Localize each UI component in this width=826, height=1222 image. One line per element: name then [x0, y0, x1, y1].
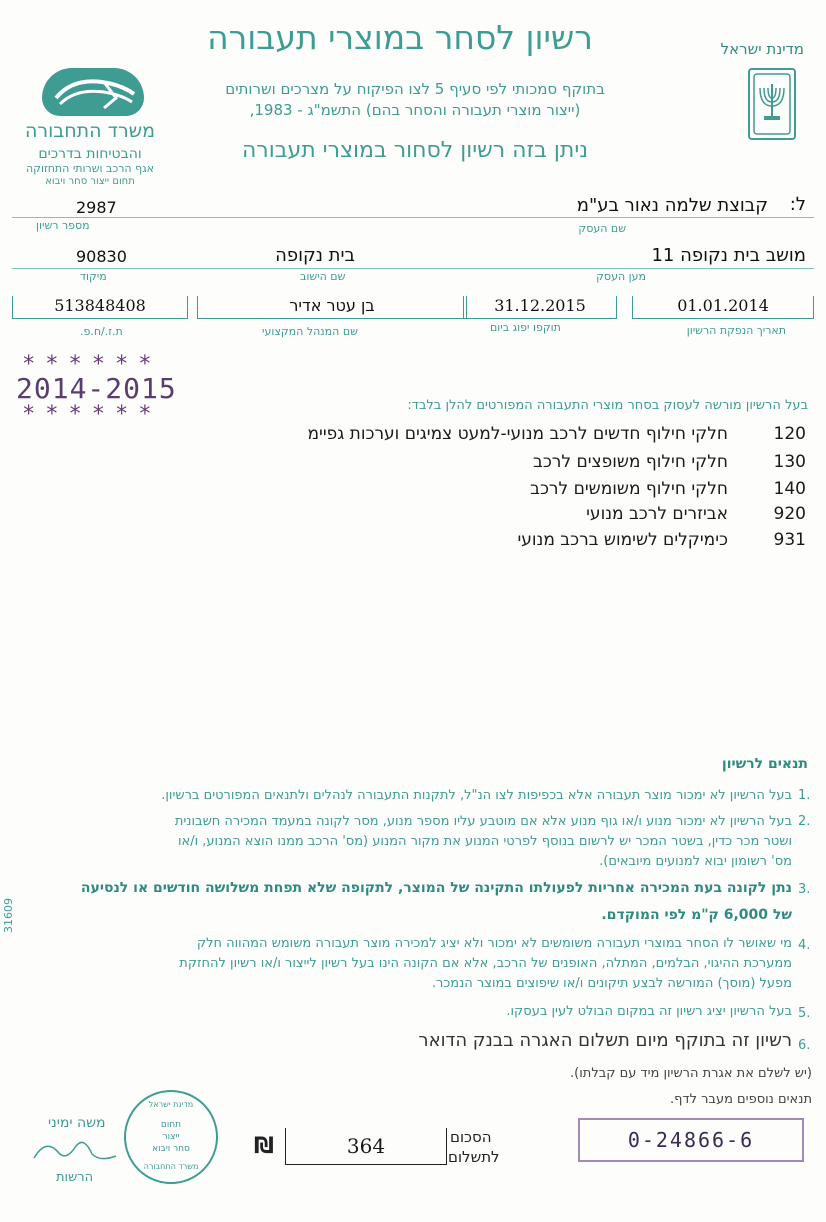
issue-date-label: תאריך הנפקת הרשיון [686, 324, 786, 337]
product-name: חלקי חילוף משופצים לרכב [532, 452, 728, 472]
condition-2-line-1: בעל הרשיון לא ימכור מנוע ו/או גוף מנוע אלא אם מוטבע עליו מספר מנוע, מסר לקונה במעמד המכירה חשבונית [174, 814, 792, 829]
product-item [246, 504, 806, 528]
product-name: חלקי חילוף משומשים לרכב [530, 479, 728, 499]
condition-1-number: 1. [798, 788, 811, 803]
amount-label-2: לתשלום [448, 1148, 500, 1166]
stamp-text-4: סחר ויבוא [152, 1144, 190, 1154]
condition-6: רשיון זה בתוקף מיום תשלום האגרה בבנק הדואר [418, 1030, 792, 1051]
condition-4-line-1: מי שאושר לו הסחר במוצרי תעבורה משומשים לא ימכור ולא יציג למכירה מוצר תעבורה משומש המהווה חלק [196, 936, 792, 951]
state-label: מדינת ישראל [720, 40, 804, 58]
stamp-text-2: תחום [160, 1120, 182, 1130]
stamp-text-bottom: משרד התחבורה [143, 1162, 199, 1171]
signature-icon [30, 1132, 120, 1172]
ministry-line-4: תחום ייצור סחר ויבוא [45, 176, 135, 187]
product-name: אביזרים לרכב מנועי [586, 504, 728, 524]
amount-value: 364 [346, 1134, 386, 1158]
ministry-line-2: והבטיחות בדרכים [38, 146, 142, 162]
stars-top: ****** [22, 352, 162, 377]
to-prefix: ל: [789, 194, 806, 215]
condition-6-number: 6. [798, 1038, 811, 1053]
condition-6-note: (יש לשלם את אגרת הרשיון מיד עם קבלתו). [570, 1066, 812, 1081]
manager-name: בן עטר אדיר [197, 296, 467, 319]
business-name: קבוצת שלמה נאור בע"מ [576, 195, 768, 216]
product-item [246, 479, 806, 503]
id-label: ת.ז./ח.פ. [80, 325, 123, 338]
license-number: 2987 [76, 198, 117, 217]
state-emblem-icon [748, 68, 796, 140]
ministry-name: משרד התחבורה [24, 120, 156, 142]
validity-years: 2014-2015 [16, 372, 177, 405]
page-title: רשיון לסחר במוצרי תעבורה [207, 18, 593, 57]
condition-5: בעל הרשיון יציג רשיון זה במקום הבולט לעין בעסקו. [506, 1004, 792, 1019]
conditions-title: תנאים לרשיון [721, 756, 808, 772]
valid-until-date: 31.12.2015 [463, 296, 617, 319]
condition-3-number: 3. [798, 882, 811, 897]
shekel-sign: ₪ [254, 1134, 274, 1159]
address-label: מען העסק [596, 270, 646, 283]
ministry-logo-icon [42, 68, 144, 116]
product-item [246, 424, 806, 448]
amount-label-1: הסכום [450, 1128, 492, 1146]
products-intro: בעל הרשיון מורשה לעסוק בסחר מוצרי התעבורה המפורטים להלן בלבד: [407, 398, 808, 413]
product-code: 920 [773, 504, 806, 524]
product-item [246, 452, 806, 476]
license-number-label: מספר רשיון [36, 219, 90, 232]
stamp-text-3: ייצור [162, 1132, 180, 1142]
condition-2-number: 2. [798, 814, 811, 829]
product-code: 130 [773, 452, 806, 472]
form-number: 31609 [2, 898, 15, 933]
condition-4-line-2: ממערכת ההיגוי, הבלמים, המתלה, האופנים של הרכב, אלא אם הקונה הינו בעל רשיון לייצור ו/או רשיון להחזקת [179, 956, 792, 971]
ministry-line-3: אגף הרכב ושרותי התחזוקה [25, 162, 155, 175]
valid-until-label: תוקפו יפוג ביום [490, 321, 561, 334]
id-number: 513848408 [12, 296, 188, 319]
reference-number: 0-24866-6 [578, 1118, 804, 1162]
condition-4-line-3: מפעל (מוסך) המורשה לבצע תיקונים ו/או שיפוצים במוצר הנמכר. [431, 976, 792, 991]
zip-label: מיקוד [80, 270, 107, 283]
legal-line-2: (ייצור מוצרי תעבורה והסחר בהם) התשמ"ג - 1983, [249, 101, 581, 119]
settlement-name: בית נקופה [275, 245, 355, 266]
grant-line: ניתן בזה רשיון לסחור במוצרי תעבורה [241, 138, 589, 163]
condition-3-line-2: של 6,000 ק"מ לפי המוקדם. [601, 907, 792, 923]
business-address: מושב בית נקופה 11 [651, 245, 806, 266]
manager-label: שם המנהל המקצועי [262, 325, 358, 338]
product-code: 931 [773, 530, 806, 550]
condition-2-line-2: ושטר מכר כדין, בשטר המכר יש לרשום בנוסף לפרטי המנוע את מקור המנוע (מס' הרכב ממנו הוצא המנוע, ו/או [178, 834, 792, 849]
legal-line-1: בתוקף סמכותי לפי סעיף 5 לצו הפיקוח על מצרכים ושרותים [225, 80, 605, 98]
product-name: כימיקלים לשימוש ברכב מנועי [517, 530, 728, 550]
condition-1: בעל הרשיון לא ימכור מוצר תעבורה אלא בכפיפות לצו הנ"ל, לתקנות התעבורה לנהלים ולתנאים המפורטים ברשיון. [161, 788, 792, 803]
issue-date: 01.01.2014 [632, 296, 814, 319]
condition-2-line-3: מס' רשומון יבוא למנועים מיובאים). [599, 854, 792, 869]
condition-5-number: 5. [798, 1006, 811, 1021]
stars-bottom: ****** [22, 402, 162, 427]
stamp-text-top: מדינת ישראל [148, 1100, 194, 1109]
product-code: 120 [773, 424, 806, 444]
product-name: חלקי חילוף חדשים לרכב מנועי-למעט צמיגים וערכות גפיימ [307, 424, 728, 444]
authority-label: הרשות [56, 1170, 94, 1185]
product-code: 140 [773, 479, 806, 499]
condition-3-line-1: נתן לקונה בעת המכירה אחריות לפעולתו התקינה של המוצר, לתקופה שלא תפחת משלושה חודשים או לנסיעה [80, 880, 792, 896]
condition-4-number: 4. [798, 938, 811, 953]
signer-name: משה ימיני [48, 1115, 106, 1131]
more-conditions-note: תנאים נוספים מעבר לדף. [670, 1092, 812, 1107]
business-name-label: שם העסק [578, 222, 626, 235]
product-item [246, 530, 806, 554]
amount-box [285, 1128, 447, 1165]
official-stamp-icon [124, 1090, 218, 1184]
zip-code: 90830 [76, 247, 127, 266]
settlement-label: שם הישוב [300, 270, 346, 283]
